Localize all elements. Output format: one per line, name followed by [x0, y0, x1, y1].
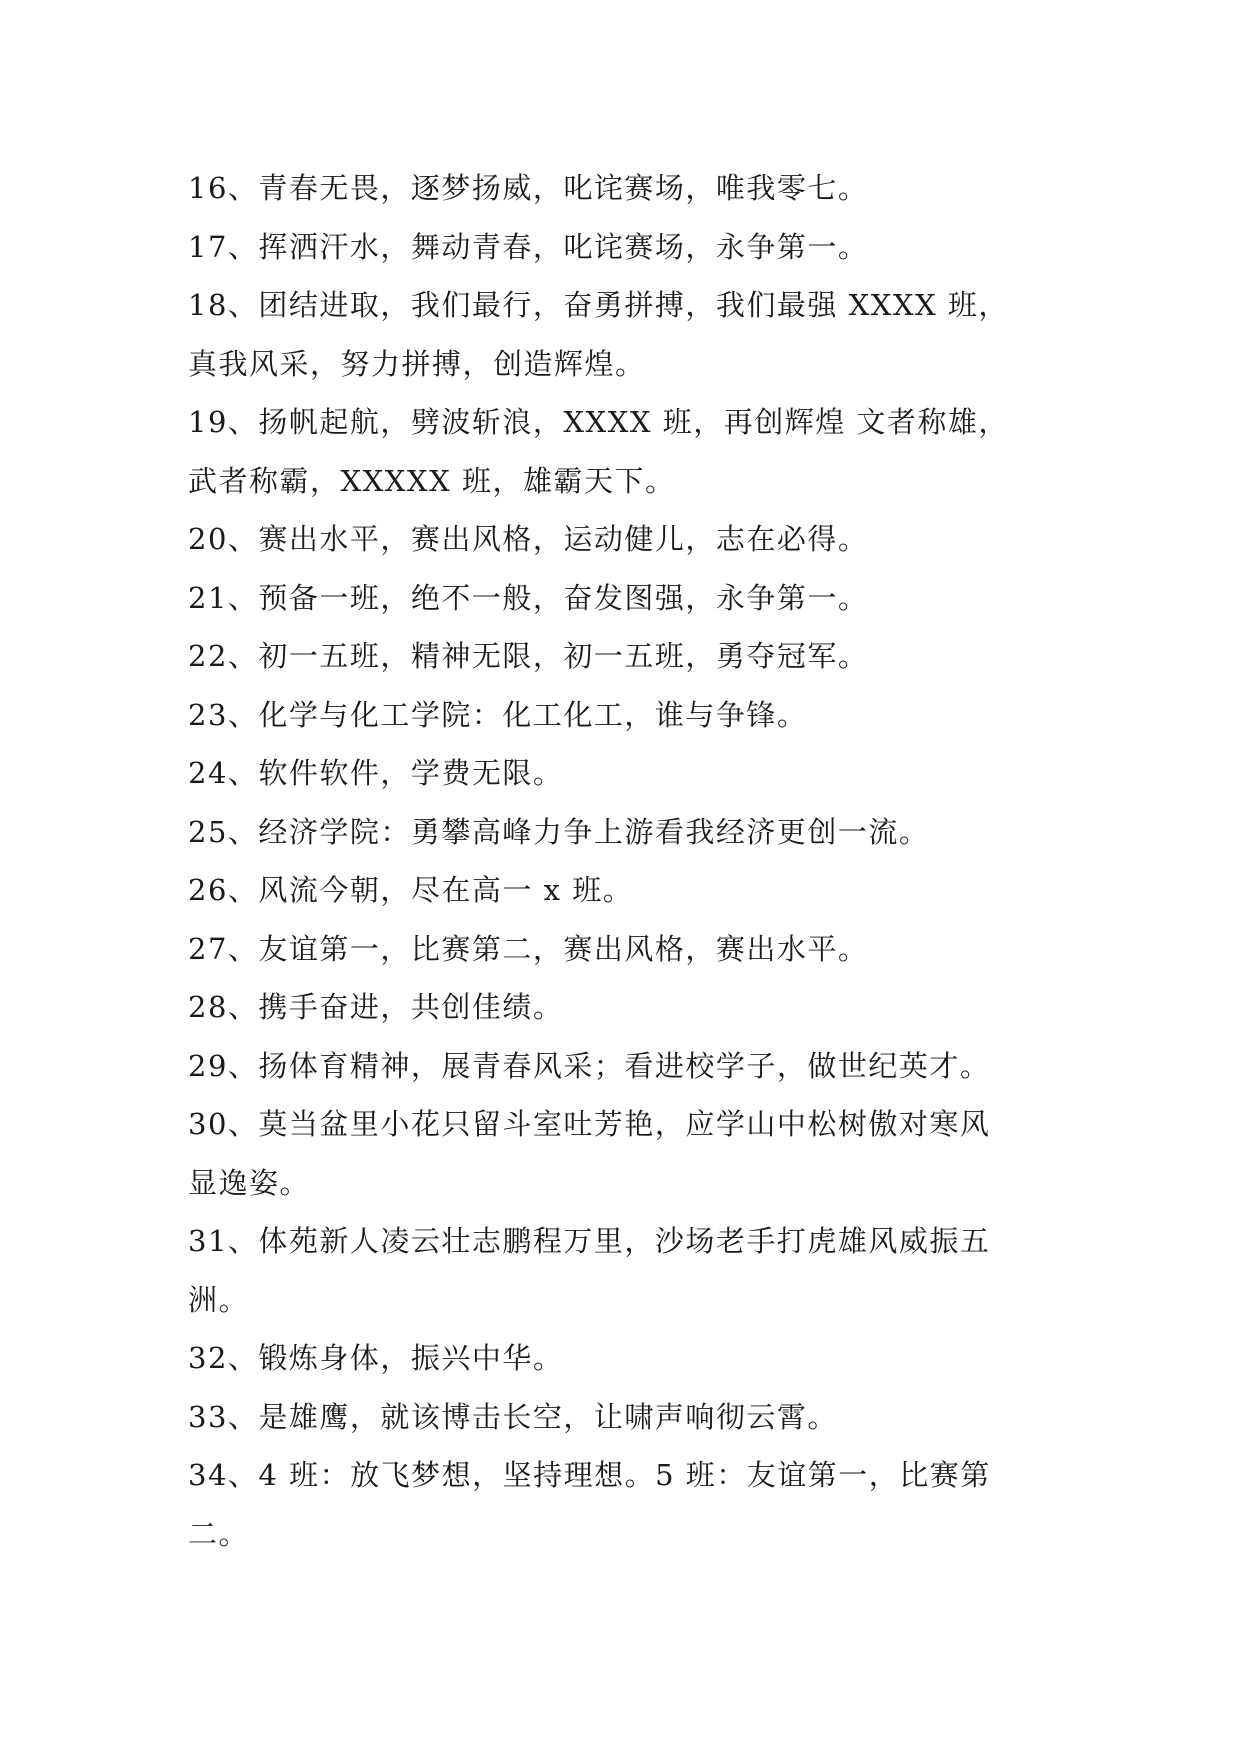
- text-line: 34、4 班：放飞梦想，坚持理想。5 班：友谊第一，比赛第: [188, 1458, 991, 1492]
- text-line: 20、赛出水平，赛出风格，运动健儿，志在必得。: [188, 522, 869, 556]
- text-line: 19、扬帆起航，劈波斩浪，XXXX 班，再创辉煌 文者称雄，: [188, 405, 1009, 439]
- text-line: 22、初一五班，精神无限，初一五班，勇夺冠军。: [188, 639, 869, 673]
- text-line: 29、扬体育精神，展青春风采；看进校学子，做世纪英才。: [188, 1048, 991, 1083]
- text-line: 23、化学与化工学院：化工化工，谁与争锋。: [188, 697, 808, 732]
- text-line: 28、携手奋进，共创佳绩。: [188, 990, 564, 1024]
- text-line: 26、风流今朝，尽在高一 x 班。: [188, 873, 634, 907]
- text-line: 18、团结进取，我们最行，奋勇拼搏，我们最强 XXXX 班，: [188, 288, 1009, 322]
- text-line: 25、经济学院：勇攀高峰力争上游看我经济更创一流。: [188, 814, 930, 849]
- text-line: 27、友谊第一，比赛第二，赛出风格，赛出水平。: [188, 931, 869, 966]
- text-line: 显逸姿。: [188, 1165, 311, 1200]
- document-body: [188, 159, 1088, 1563]
- text-line: 32、锻炼身体，振兴中华。: [188, 1341, 564, 1375]
- text-line: 真我风采，努力拼搏，创造辉煌。: [188, 346, 646, 381]
- text-line: 武者称霸，XXXXX 班，雄霸天下。: [188, 463, 676, 498]
- text-line: 洲。: [188, 1282, 250, 1317]
- text-line: 17、挥洒汗水，舞动青春，叱诧赛场，永争第一。: [188, 229, 869, 264]
- text-line: 21、预备一班，绝不一般，奋发图强，永争第一。: [188, 580, 869, 615]
- text-line: 31、体苑新人凌云壮志鹏程万里，沙场老手打虎雄风威振五: [188, 1224, 991, 1258]
- text-line: 30、莫当盆里小花只留斗室吐芳艳，应学山中松树傲对寒风: [188, 1107, 991, 1141]
- text-line: 二。: [188, 1516, 250, 1551]
- text-line: 24、软件软件，学费无限。: [188, 756, 564, 790]
- text-line: 33、是雄鹰，就该博击长空，让啸声响彻云霄。: [188, 1399, 838, 1434]
- text-line: 16、青春无畏，逐梦扬威，叱诧赛场，唯我零七。: [188, 171, 869, 205]
